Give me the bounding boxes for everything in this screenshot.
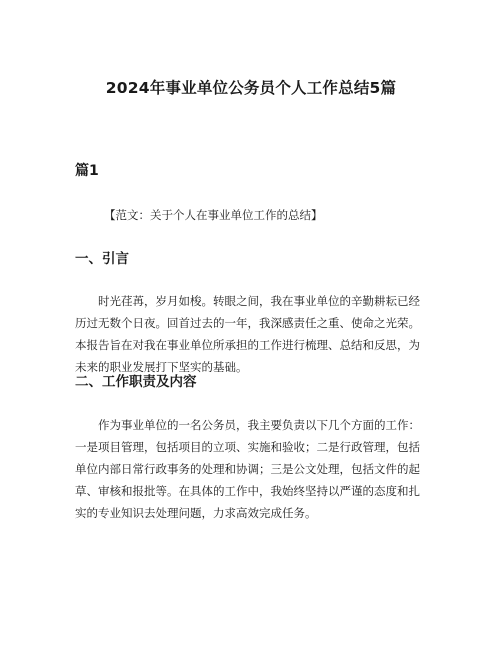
part-heading: 篇1 xyxy=(75,163,99,179)
summary-note: 【范文：关于个人在事业单位工作的总结】 xyxy=(104,208,323,222)
document-title: 2024年事业单位公务员个人工作总结5篇 xyxy=(105,79,397,97)
introduction-paragraph xyxy=(75,290,427,378)
section-heading-introduction: 一、引言 xyxy=(75,251,129,267)
paragraph-line: 时光荏苒，岁月如梭。转眼之间，我在事业单位的辛勤耕耘已经 xyxy=(98,294,420,308)
paragraph-line: 本报告旨在对我在事业单位所承担的工作进行梳理、总结和反思，为 xyxy=(75,338,420,352)
paragraph-line: 草、审核和报批等。在具体的工作中，我始终坚持以严谨的态度和扎 xyxy=(75,484,420,498)
paragraph-line: 一是项目管理，包括项目的立项、实施和验收；二是行政管理，包括 xyxy=(75,440,420,454)
paragraph-line: 实的专业知识去处理问题，力求高效完成任务。 xyxy=(75,506,317,520)
duties-paragraph xyxy=(75,414,427,524)
paragraph-line: 历过无数个日夜。回首过去的一年，我深感责任之重、使命之光荣。 xyxy=(75,316,420,330)
paragraph-line: 作为事业单位的一名公务员，我主要负责以下几个方面的工作： xyxy=(98,418,420,432)
section-heading-duties: 二、工作职责及内容 xyxy=(75,374,197,390)
paragraph-line: 单位内部日常行政事务的处理和协调；三是公文处理，包括文件的起 xyxy=(75,462,420,476)
paragraph-line: 未来的职业发展打下坚实的基础。 xyxy=(75,360,248,374)
